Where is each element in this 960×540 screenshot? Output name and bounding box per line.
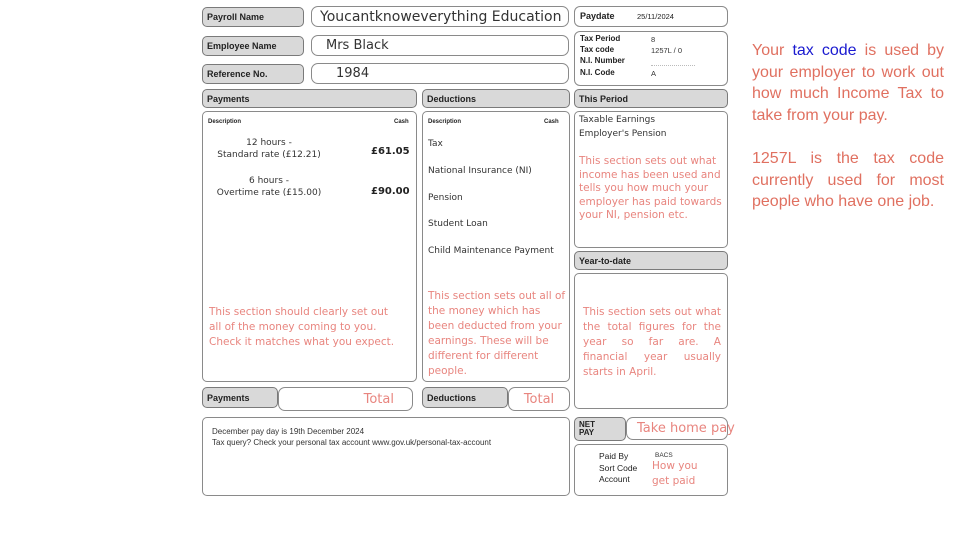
annotation-text: is used by your employer to work out how much Income Tax to take from your pay.	[752, 42, 945, 124]
paydate-box	[574, 6, 728, 27]
deductions-total-field[interactable]: Total	[508, 387, 570, 411]
ni-code-value: A	[651, 69, 657, 78]
deductions-col-description: Description	[428, 119, 462, 125]
deductions-panel	[422, 111, 570, 382]
this-period-item: Taxable Earnings	[579, 115, 656, 125]
tax-code-label: Tax code	[580, 45, 615, 54]
deduction-item: Pension	[428, 193, 463, 203]
paid-by-box	[574, 444, 728, 496]
net-pay-label	[574, 417, 626, 441]
paid-by-note-line2: get paid	[652, 475, 696, 487]
year-to-date-panel	[574, 273, 728, 409]
payment-item-amount: £90.00	[371, 186, 410, 197]
payments-col-description: Description	[208, 119, 242, 125]
tax-info-box	[574, 31, 728, 86]
deductions-col-cash: Cash	[544, 119, 559, 125]
payments-note: This section should clearly set out all of the money coming to you. Check it matches what you expect.	[209, 306, 395, 348]
paid-by-value: BACS	[655, 452, 673, 459]
payment-item-amount: £61.05	[371, 146, 410, 157]
employee-name-label: Employee Name	[202, 36, 304, 56]
tax-period-value: 8	[651, 35, 656, 44]
tax-code-1257l-paragraph: 1257L is the tax code currently used for most people who have one job.	[752, 149, 944, 211]
paid-by-label: Paid By	[599, 451, 629, 461]
net-pay-label-line1: NET	[579, 420, 595, 429]
paid-by-note-line1: How you	[652, 460, 698, 472]
reference-number-field[interactable]: 1984	[311, 63, 569, 84]
deductions-header: Deductions	[422, 89, 570, 108]
tax-code-value: 1257L / 0	[651, 46, 682, 55]
tax-code-paragraph	[752, 40, 944, 126]
payments-total-field[interactable]: Total	[278, 387, 413, 411]
deduction-item: Tax	[428, 139, 443, 149]
payments-col-cash: Cash	[394, 119, 409, 125]
net-pay-label-line2: PAY	[579, 428, 595, 437]
annotation-text: Your	[752, 42, 793, 59]
deduction-item: Child Maintenance Payment	[428, 246, 554, 256]
employee-name-field[interactable]: Mrs Black	[311, 35, 569, 56]
payments-panel	[202, 111, 417, 382]
ni-number-label: N.I. Number	[580, 56, 625, 65]
this-period-note: This section sets out what income has been used and tells you how much your employer has paid towards your NI, pension etc.	[579, 155, 722, 222]
ni-code-label: N.I. Code	[580, 68, 615, 77]
payroll-name-label: Payroll Name	[202, 7, 304, 27]
tax-code-link[interactable]: tax code	[792, 42, 857, 59]
reference-number-label: Reference No.	[202, 64, 304, 84]
deductions-note: This section sets out all of the money which has been deducted from your earnings. These will be different for different people.	[428, 290, 566, 377]
payment-item-line2: Standard rate (£12.21)	[217, 150, 321, 160]
footer-line2: Tax query? Check your personal tax account www.gov.uk/personal-tax-account	[212, 438, 492, 447]
payroll-name-field[interactable]: Youcantknoweverything Education	[311, 6, 569, 27]
paydate-value: 25/11/2024	[637, 12, 674, 21]
year-to-date-note: This section sets out what the total figures for the year so far are. A financial year usually starts in April.	[583, 306, 721, 378]
payments-total-label: Payments	[202, 387, 278, 408]
net-pay-field[interactable]: Take home pay	[626, 417, 728, 440]
tax-period-label: Tax Period	[580, 34, 621, 43]
payment-item-line1: 12 hours -	[246, 138, 292, 148]
this-period-item: Employer's Pension	[579, 129, 667, 139]
deduction-item: National Insurance (NI)	[428, 166, 532, 176]
this-period-panel	[574, 111, 728, 248]
deductions-total-label: Deductions	[422, 387, 508, 408]
ni-number-value	[651, 57, 695, 66]
footer-line1: December pay day is 19th December 2024	[212, 427, 365, 436]
payment-item-line2: Overtime rate (£15.00)	[216, 188, 322, 198]
paydate-label: Paydate	[580, 11, 615, 21]
account-label: Account	[599, 474, 630, 484]
payments-header: Payments	[202, 89, 417, 108]
this-period-header: This Period	[574, 89, 728, 108]
sort-code-label: Sort Code	[599, 463, 638, 473]
payment-item-line1: 6 hours -	[249, 176, 289, 186]
year-to-date-header: Year-to-date	[574, 251, 728, 270]
deduction-item: Student Loan	[428, 219, 488, 229]
tax-code-explanation	[752, 40, 944, 213]
footer-message-box	[202, 417, 570, 496]
